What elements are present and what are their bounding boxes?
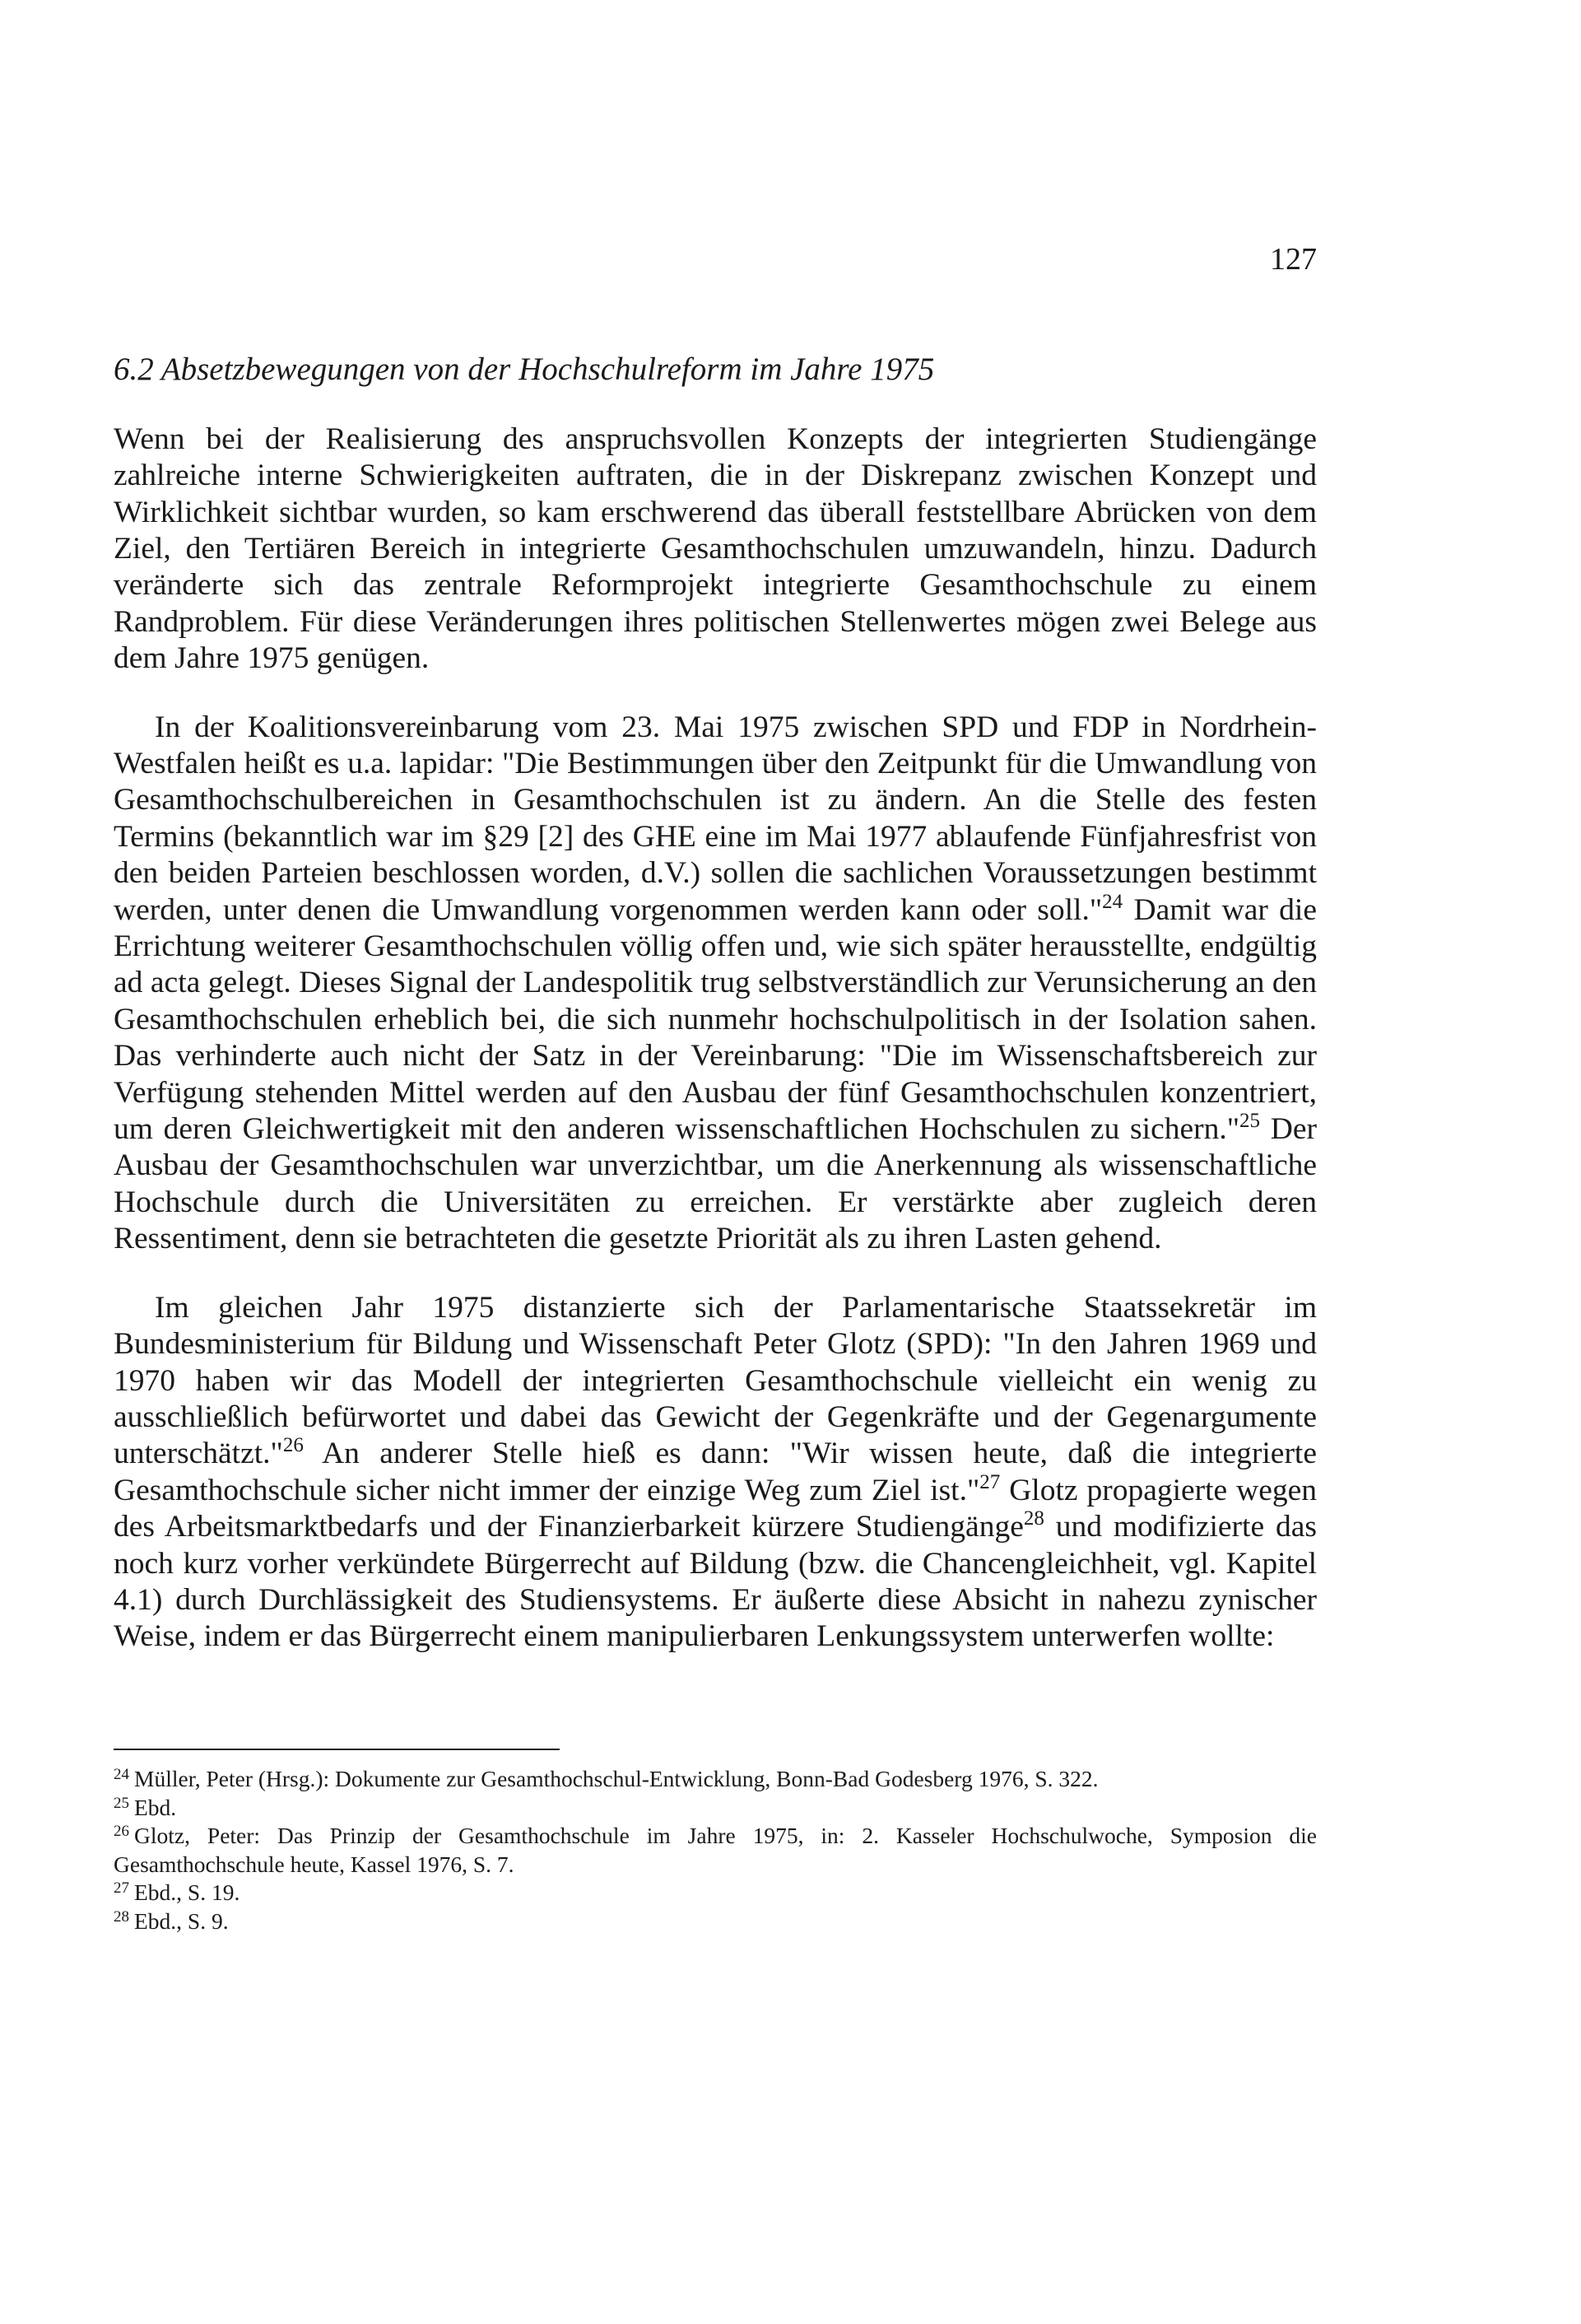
footnote-text: Glotz, Peter: Das Prinzip der Gesamthochschule im Jahre 1975, in: 2. Kasseler Hochschulwoche, Symposion die Gesamthochschule heute, Kassel 1976, S. 7. [114,1823,1317,1877]
paragraph-2-text-c: Der Ausbau der Gesamthochschulen war unverzichtbar, um die Anerkennung als wissenschaftliche Hochschule durch die Universitäten zu erreichen. Er verstärkte aber zugleich deren Ressentiment, denn sie betrachteten die gesetzte Priorität als zu ihren Lasten gehend. [114,1112,1317,1256]
footnote-25 [114,1794,1317,1823]
footnote-28 [114,1907,1317,1936]
paragraph-2 [114,710,1317,1258]
footnote-number: 28 [114,1907,129,1926]
paragraph-3-text-b: An anderer Stelle hieß es dann: "Wir wissen heute, daß die integrierte Gesamthochschule sicher nicht immer der einzige Weg zum Ziel ist." [114,1437,1317,1507]
footnote-number: 27 [114,1879,129,1897]
page-number: 127 [1270,242,1317,277]
paragraph-3-text-a: Im gleichen Jahr 1975 distanzierte sich der Parlamentarische Staatssekretär im Bundesministerium für Bildung und Wissenschaft Peter Glotz (SPD): "In den Jahren 1969 und 1970 haben wir das Modell der integrierten Gesamthochschule vielleicht ein wenig zu ausschließlich befürwortet und dabei das Gewicht der Gegenkräfte und der Gegenargumente unterschätzt." [114,1290,1317,1471]
footnote-number: 25 [114,1794,129,1812]
footnote-ref-28[interactable]: 28 [1023,1507,1044,1530]
footnote-number: 26 [114,1823,129,1840]
section-heading: 6.2 Absetzbewegungen von der Hochschulreform im Jahre 1975 [114,352,935,387]
footnote-26 [114,1822,1317,1879]
footnote-ref-25[interactable]: 25 [1239,1110,1261,1133]
footnote-text: Ebd., S. 9. [134,1907,229,1934]
footnote-ref-26[interactable]: 26 [282,1434,304,1457]
footnote-24 [114,1765,1317,1794]
footnotes [114,1765,1317,1935]
paragraph-3 [114,1290,1317,1656]
footnote-text: Ebd., S. 19. [134,1879,240,1905]
main-text [114,350,1317,1688]
paragraph-3-text-d: und modifizierte das noch kurz vorher verkündete Bürgerrecht auf Bildung (bzw. die Chancengleichheit, vgl. Kapitel 4.1) durch Durchlässigkeit des Studiensystems. Er äußerte diese Absicht in nahezu zynischer Weise, indem er das Bürgerrecht einem manipulierbaren Lenkungssystem unterwerfen wollte: [114,1510,1317,1654]
footnote-text: Ebd. [134,1794,177,1820]
footnote-27 [114,1879,1317,1907]
footnote-ref-24[interactable]: 24 [1102,890,1123,913]
paragraph-2-text-a: In der Koalitionsvereinbarung vom 23. Mai 1975 zwischen SPD und FDP in Nordrhein-Westfalen heißt es u.a. lapidar: "Die Bestimmungen über den Zeitpunkt für die Umwandlung von Gesamthochschulbereichen in Gesamthochschulen ist zu ändern. An die Stelle des festen Termins (bekanntlich war im §29 [2] des GHE eine im Mai 1977 ablaufende Fünfjahresfrist von den beiden Parteien beschlossen worden, d.V.) sollen die sachlichen Voraussetzungen bestimmt werden, unter denen die Umwandlung vorgenommen werden kann oder soll." [114,710,1317,927]
paragraph-1 [114,421,1317,678]
footnote-ref-27[interactable]: 27 [979,1470,1001,1493]
footnote-divider [114,1749,560,1750]
footnote-text: Müller, Peter (Hrsg.): Dokumente zur Gesamthochschul-Entwicklung, Bonn-Bad Godesberg 1976, S. 322. [134,1766,1099,1791]
paragraph-3-text-c: Glotz propagierte wegen des Arbeitsmarktbedarfs und der Finanzierbarkeit kürzere Studiengänge [114,1473,1317,1544]
paragraph-1-text: Wenn bei der Realisierung des anspruchsvollen Konzepts der integrierten Studiengänge zahlreiche interne Schwierigkeiten auftraten, die in der Diskrepanz zwischen Konzept und Wirklichkeit sichtbar wurden, so kam erschwerend das überall feststellbare Abrücken von dem Ziel, den Tertiären Bereich in integrierte Gesamthochschulen umzuwandeln, hinzu. Dadurch veränderte sich das zentrale Reformprojekt integrierte Gesamthochschule zu einem Randproblem. Für diese Veränderungen ihres politischen Stellenwertes mögen zwei Belege aus dem Jahre 1975 genügen. [114,421,1317,676]
footnote-number: 24 [114,1766,129,1783]
paragraph-2-text-b: Damit war die Errichtung weiterer Gesamthochschulen völlig offen und, wie sich später herausstellte, endgültig ad acta gelegt. Dieses Signal der Landespolitik trug selbstverständlich zur Verunsicherung an den Gesamthochschulen erheblich bei, die sich nunmehr hochschulpolitisch in der Isolation sahen. Das verhinderte auch nicht der Satz in der Vereinbarung: "Die im Wissenschaftsbereich zur Verfügung stehenden Mittel werden auf den Ausbau der fünf Gesamthochschulen konzentriert, um deren Gleichwertigkeit mit den anderen wissenschaftlichen Hochschulen zu sichern." [114,892,1317,1147]
